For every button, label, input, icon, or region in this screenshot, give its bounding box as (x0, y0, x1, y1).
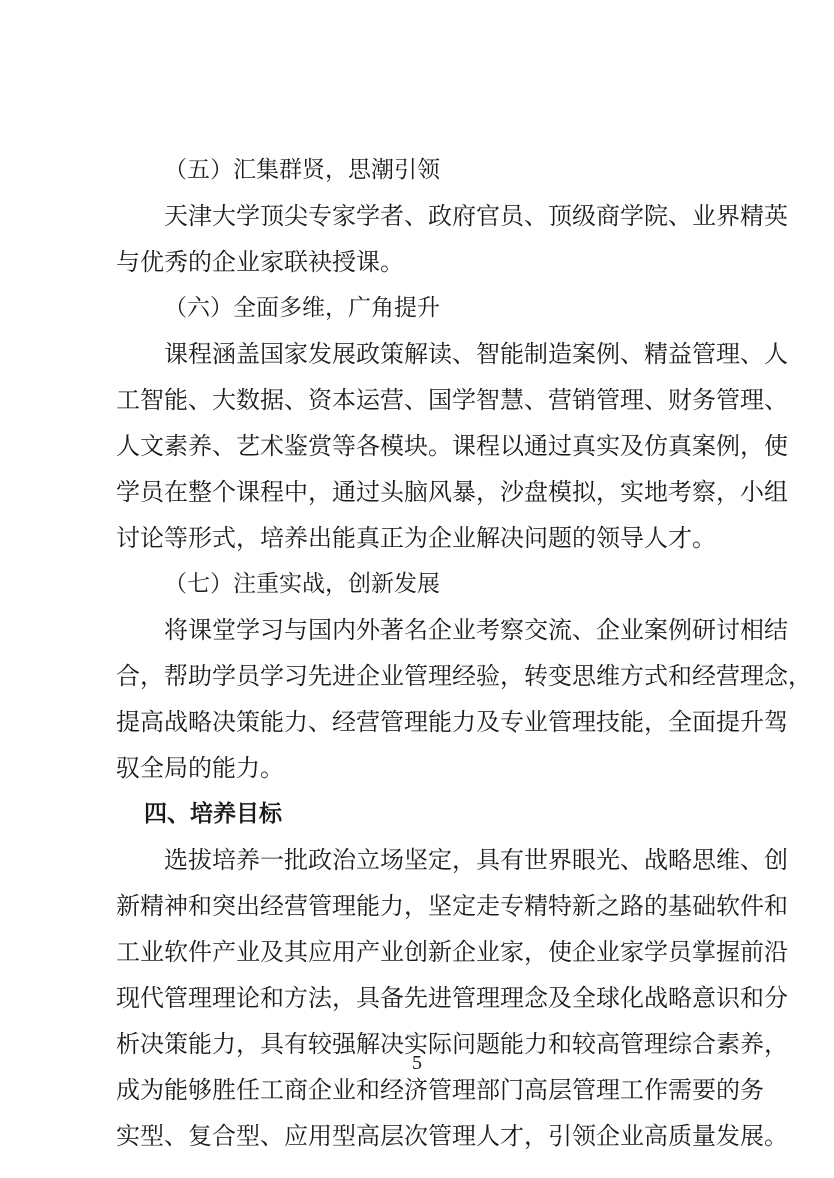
section-heading-training-goals: 四、培养目标 (144, 801, 282, 827)
page-body (116, 147, 812, 1159)
paragraph-line: 学员在整个课程中，通过头脑风暴，沙盘模拟，实地考察，小组 (116, 478, 788, 506)
paragraph-line: 实型、复合型、应用型高层次管理人才，引领企业高质量发展。 (116, 1122, 788, 1150)
paragraph-line: 课程涵盖国家发展政策解读、智能制造案例、精益管理、人 (164, 340, 788, 368)
paragraph-line: 选拔培养一批政治立场坚定，具有世界眼光、战略思维、创 (164, 846, 788, 874)
paragraph-line: 析决策能力，具有较强解决实际问题能力和较高管理综合素养， (116, 1030, 788, 1058)
paragraph-line: 人文素养、艺术鉴赏等各模块。课程以通过真实及仿真案例，使 (116, 432, 788, 460)
subsection-heading-6: （六）全面多维，广角提升 (164, 295, 440, 321)
paragraph-line: 讨论等形式，培养出能真正为企业解决问题的领导人才。 (116, 524, 716, 552)
paragraph-line: 驭全局的能力。 (116, 754, 284, 782)
paragraph-line: 与优秀的企业家联袂授课。 (116, 248, 404, 276)
paragraph-line: 工业软件产业及其应用产业创新企业家，使企业家学员掌握前沿 (116, 938, 788, 966)
paragraph-line: 现代管理理论和方法，具备先进管理理念及全球化战略意识和分 (116, 984, 788, 1012)
paragraph-line: 天津大学顶尖专家学者、政府官员、顶级商学院、业界精英 (164, 202, 788, 230)
paragraph-line: 提高战略决策能力、经营管理能力及专业管理技能，全面提升驾 (116, 708, 788, 736)
paragraph-line: 将课堂学习与国内外著名企业考察交流、企业案例研讨相结 (164, 616, 788, 644)
paragraph-line: 合，帮助学员学习先进企业管理经验，转变思维方式和经营理念， (116, 662, 812, 690)
paragraph-line: 工智能、大数据、资本运营、国学智慧、营销管理、财务管理、 (116, 386, 788, 414)
paragraph-line: 新精神和突出经营管理能力，坚定走专精特新之路的基础软件和 (116, 892, 788, 920)
page-number: 5 (412, 1052, 422, 1074)
subsection-heading-5: （五）汇集群贤，思潮引领 (164, 157, 440, 183)
paragraph-line: 成为能够胜任工商企业和经济管理部门高层管理工作需要的务 (116, 1076, 764, 1104)
subsection-heading-7: （七）注重实战，创新发展 (164, 571, 440, 597)
